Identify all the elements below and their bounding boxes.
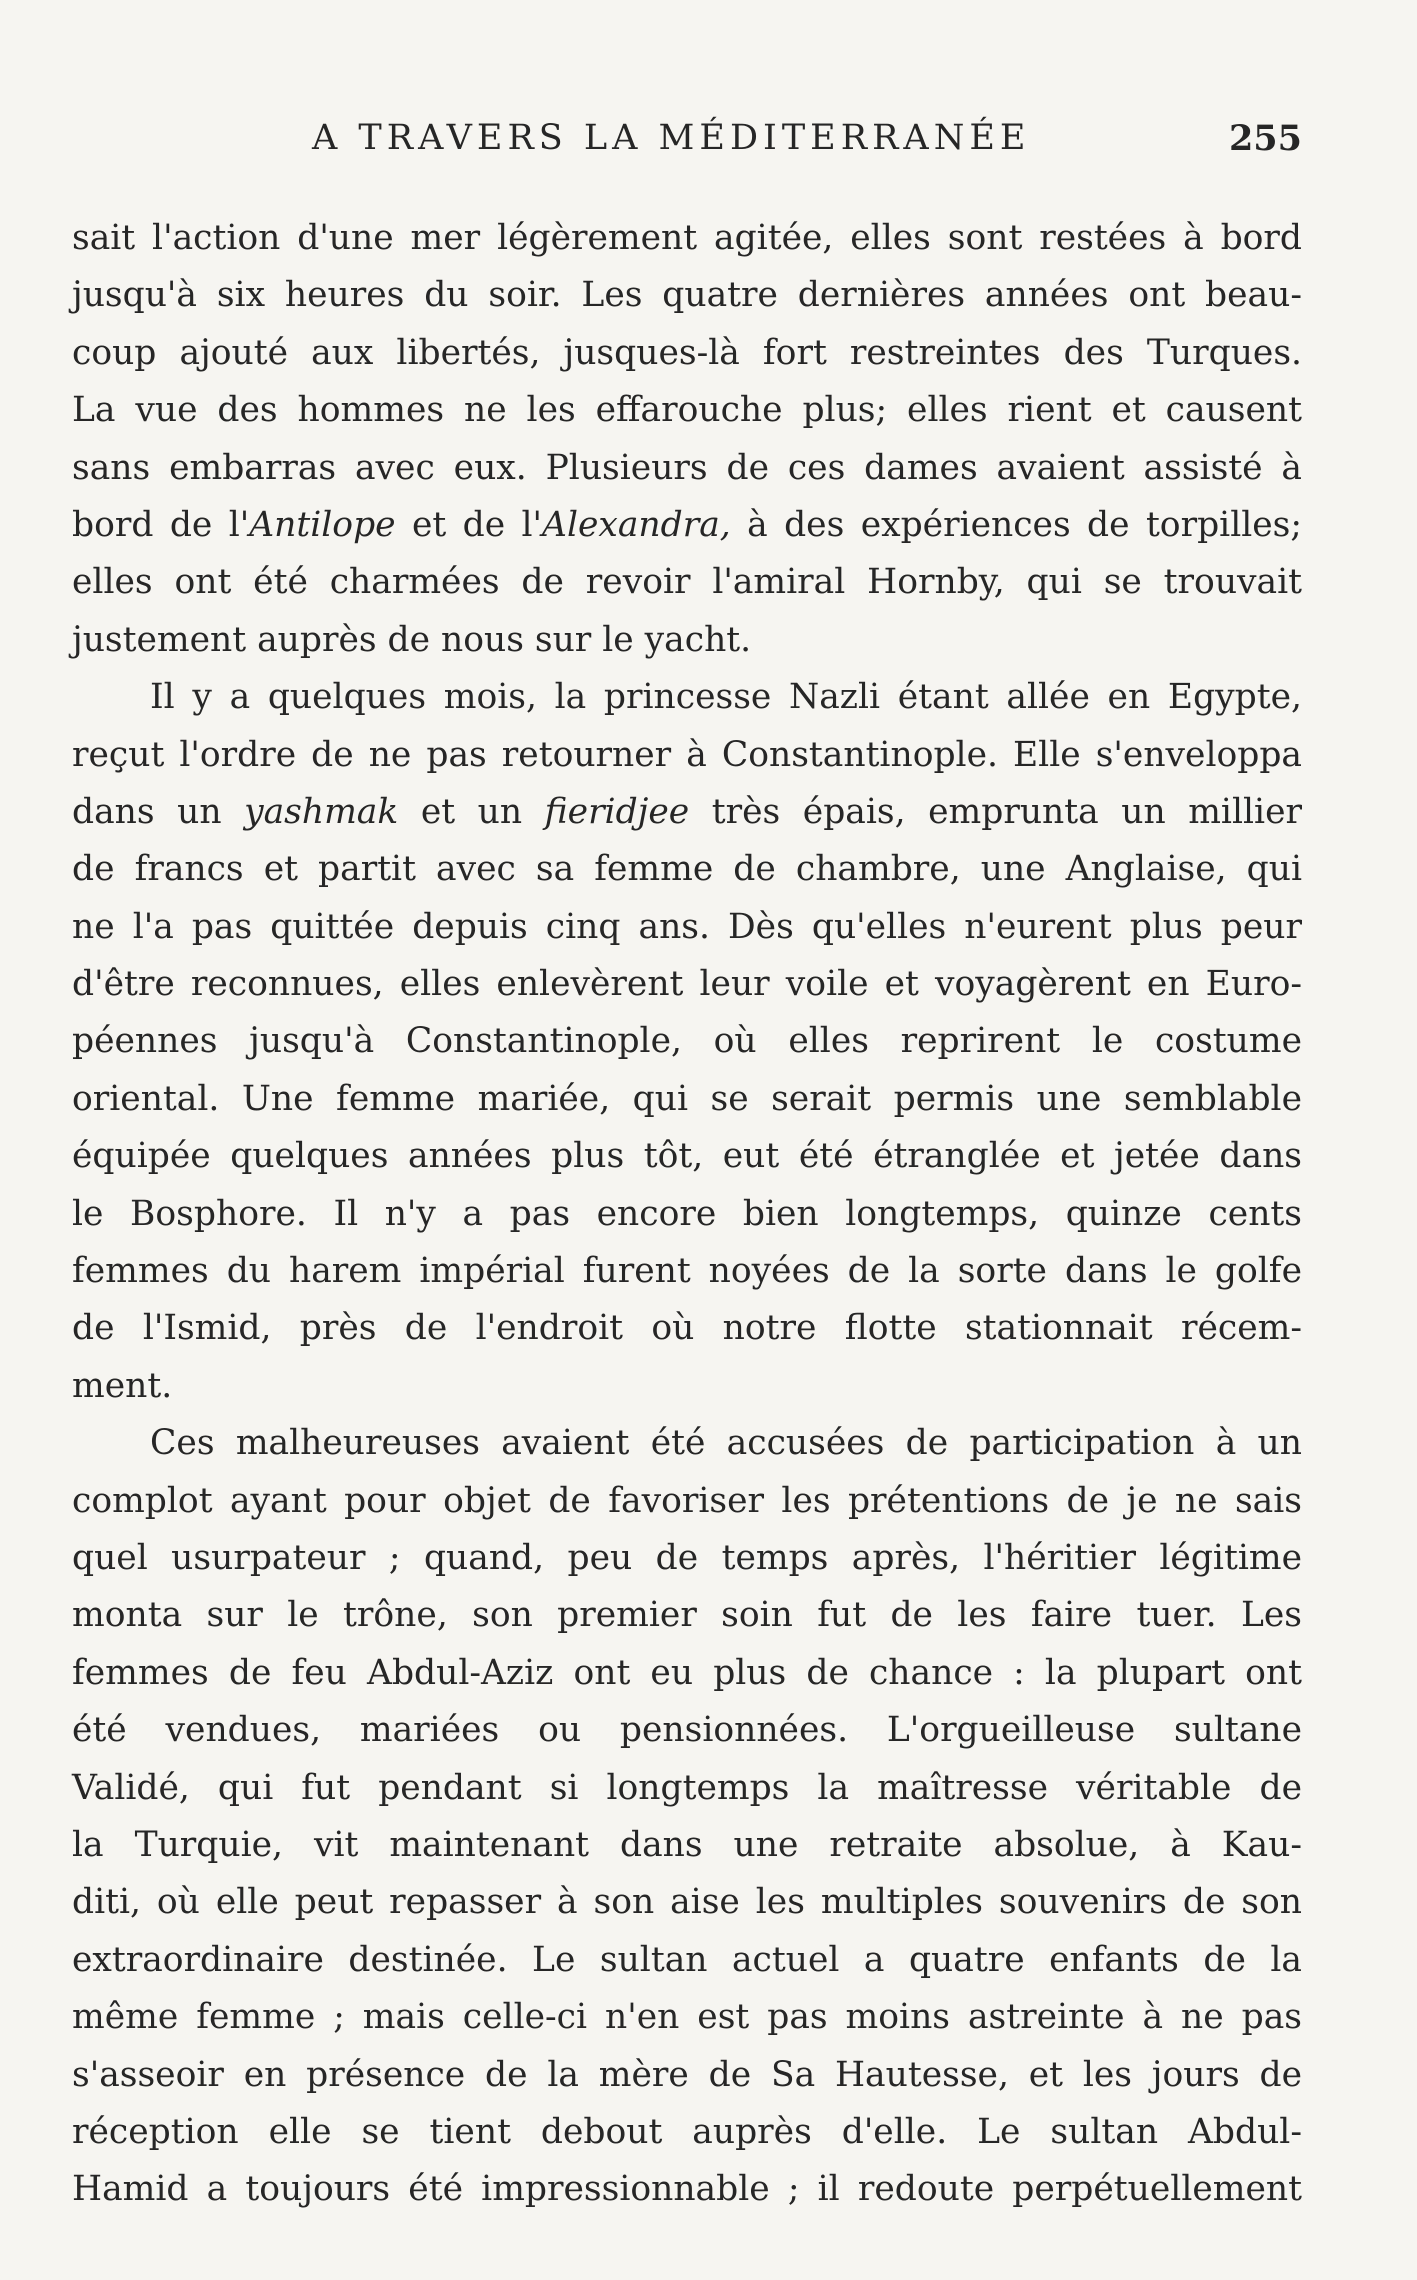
text-line: justement auprès de nous sur le yacht.: [72, 619, 752, 660]
text-line: quel usurpateur ; quand, peu de temps après, l'héritier légitime: [72, 1537, 1302, 1578]
text-line: s'asseoir en présence de la mère de Sa Hautesse, et les jours de: [72, 2054, 1302, 2095]
text-line: extraordinaire destinée. Le sultan actuel a quatre enfants de la: [72, 1939, 1302, 1980]
ship-name: Alexandra,: [542, 504, 731, 545]
text-line: complot ayant pour objet de favoriser les prétentions de je ne sais: [72, 1480, 1302, 1521]
text-line: Ces malheureuses avaient été accusées de participation à un: [150, 1423, 1302, 1464]
body-text: [72, 210, 1302, 2219]
text-line: ment.: [72, 1365, 173, 1406]
text-line: bord de l'Antilope et de l'Alexandra, à des expériences de torpilles;: [72, 504, 1303, 545]
text-line: de francs et partit avec sa femme de chambre, une Anglaise, qui: [72, 849, 1302, 890]
text-line: Hamid a toujours été impressionnable ; il redoute perpétuellement: [72, 2169, 1302, 2210]
text-line: ne l'a pas quittée depuis cinq ans. Dès qu'elles n'eurent plus peur: [72, 906, 1302, 947]
text-line: même femme ; mais celle-ci n'en est pas moins astreinte à ne pas: [72, 1997, 1302, 2038]
text-line: reçut l'ordre de ne pas retourner à Constantinople. Elle s'enveloppa: [72, 734, 1302, 775]
text-line: équipée quelques années plus tôt, eut été étranglée et jetée dans: [72, 1136, 1302, 1177]
garment-term: fieridjee: [544, 791, 690, 832]
text-line: sait l'action d'une mer légèrement agitée, elles sont restées à bord: [72, 218, 1302, 258]
text-line: la Turquie, vit maintenant dans une retraite absolue, à Kau-: [72, 1824, 1302, 1865]
text-line: dans un yashmak et un fieridjee très épais, emprunta un millier: [72, 791, 1302, 832]
text-line: coup ajouté aux libertés, jusques-là fort restreintes des Turques.: [72, 332, 1302, 373]
text-line: de l'Ismid, près de l'endroit où notre flotte stationnait récem-: [72, 1308, 1302, 1349]
text-line: jusqu'à six heures du soir. Les quatre dernières années ont beau-: [72, 275, 1302, 316]
running-header: [72, 118, 1302, 178]
text-line: femmes de feu Abdul-Aziz ont eu plus de chance : la plupart ont: [72, 1652, 1302, 1693]
text-line: oriental. Une femme mariée, qui se serait permis une semblable: [72, 1078, 1302, 1119]
text-line: femmes du harem impérial furent noyées de la sorte dans le golfe: [72, 1251, 1302, 1292]
text-line: La vue des hommes ne les effarouche plus; elles rient et causent: [72, 390, 1302, 431]
page-number: 255: [1228, 118, 1302, 159]
text-line: été vendues, mariées ou pensionnées. L'orgueilleuse sultane: [72, 1710, 1302, 1751]
text-line: d'être reconnues, elles enlevèrent leur voile et voyagèrent en Euro-: [72, 964, 1302, 1005]
text-line: péennes jusqu'à Constantinople, où elles reprirent le costume: [72, 1021, 1302, 1062]
ship-name: Antilope: [249, 504, 396, 545]
text-line: sans embarras avec eux. Plusieurs de ces dames avaient assisté à: [72, 447, 1302, 488]
text-line: monta sur le trône, son premier soin fut de les faire tuer. Les: [72, 1595, 1302, 1636]
garment-term: yashmak: [244, 791, 399, 832]
text-line: diti, où elle peut repasser à son aise les multiples souvenirs de son: [72, 1882, 1302, 1923]
text-line: Il y a quelques mois, la princesse Nazli étant allée en Egypte,: [150, 677, 1302, 718]
text-line: Validé, qui fut pendant si longtemps la maîtresse véritable de: [72, 1767, 1302, 1808]
text-line: le Bosphore. Il n'y a pas encore bien longtemps, quinze cents: [72, 1193, 1302, 1234]
running-title: A TRAVERS LA MÉDITERRANÉE: [312, 118, 1031, 158]
text-line: réception elle se tient debout auprès d'elle. Le sultan Abdul-: [72, 2111, 1302, 2152]
text-line: elles ont été charmées de revoir l'amiral Hornby, qui se trouvait: [72, 562, 1302, 603]
